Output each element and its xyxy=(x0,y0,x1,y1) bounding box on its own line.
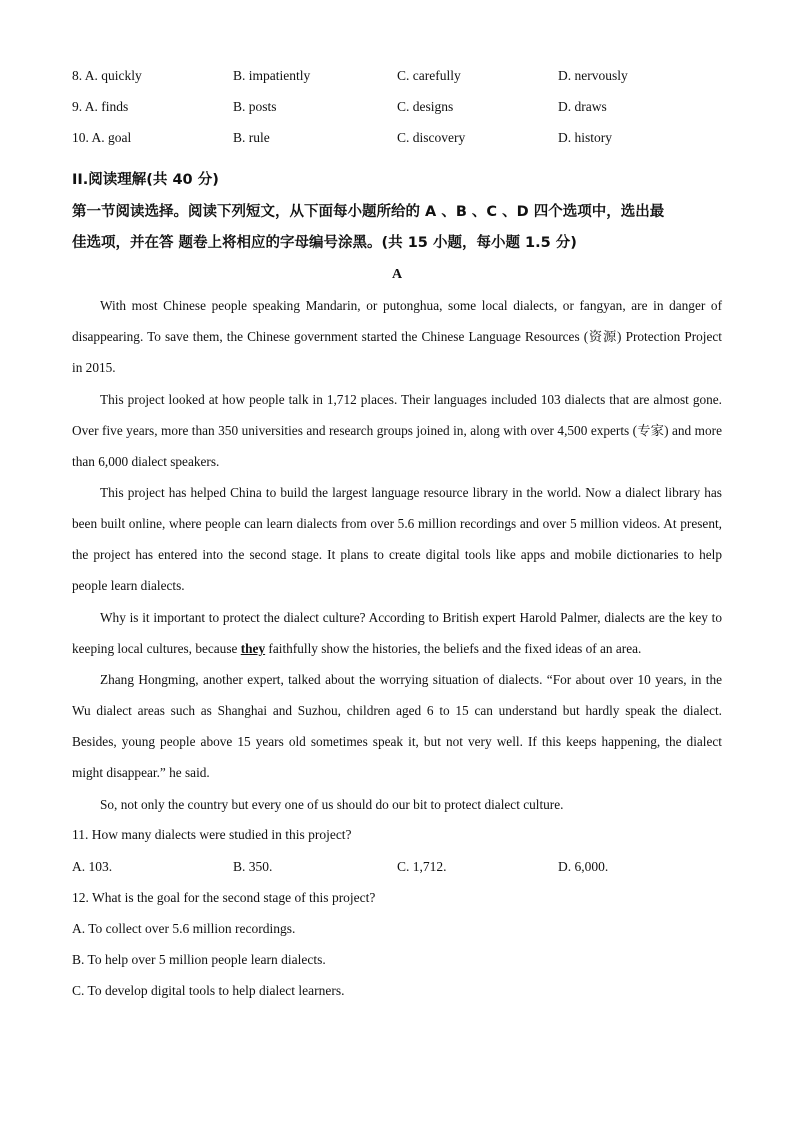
option-8-d: D. nervously xyxy=(558,68,628,83)
option-11-c: C. 1,712. xyxy=(397,859,447,874)
option-12-c: C. To develop digital tools to help dialect learners. xyxy=(72,983,345,998)
option-11-d: D. 6,000. xyxy=(558,859,609,874)
option-9-b: B. posts xyxy=(233,99,277,114)
instruction-line-1: 第一节阅读选择。阅读下列短文，从下面每小题所给的 A 、B 、C 、D 四个选项中，选出最 xyxy=(72,204,665,220)
underlined-word-they: they xyxy=(240,641,266,656)
passage-paragraph-4 xyxy=(72,602,722,664)
option-10-d: D. history xyxy=(558,130,612,145)
passage-paragraph-6: So, not only the country but every one of us should do our bit to protect dialect culture. xyxy=(100,797,564,812)
option-11-b: B. 350. xyxy=(233,859,273,874)
question-11-stem: 11. How many dialects were studied in this project? xyxy=(72,827,352,842)
passage-label: A xyxy=(391,267,403,282)
paragraph-4-text-after: faithfully show the histories, the beliefs and the fixed ideas of an area. xyxy=(265,641,642,656)
passage-paragraph-2: This project looked at how people talk in 1,712 places. Their languages included 103 dialects that are almost gone. Over five years, more than 350 universities and research groups joined in, along with over 4,500 experts (专家) and more than 6,000 dialect speakers. xyxy=(72,392,722,469)
option-10-a: 10. A. goal xyxy=(72,130,132,145)
passage-paragraph-3: This project has helped China to build the largest language resource library in the world. Now a dialect library has been built online, where people can learn dialects from over 5.6 million recordings and over 5 million videos. At present, the project has entered into the second stage. It plans to create digital tools like apps and mobile dictionaries to help people learn dialects. xyxy=(72,485,722,593)
option-10-b: B. rule xyxy=(233,130,270,145)
passage-paragraph-1: With most Chinese people speaking Mandarin, or putonghua, some local dialects, or fangyan, are in danger of disappearing. To save them, the Chinese government started the Chinese Language Resources (资源) Protection Project in 2015. xyxy=(72,298,722,375)
option-9-c: C. designs xyxy=(397,99,454,114)
option-9-d: D. draws xyxy=(558,99,607,114)
passage-paragraph-5: Zhang Hongming, another expert, talked about the worrying situation of dialects. “For about over 10 years, in the Wu dialect areas such as Shanghai and Suzhou, children aged 6 to 15 can understand but hardly speak the dialect. Besides, young people above 15 years old sometimes speak it, but not very well. If this keeps happening, the dialect might disappear.” he said. xyxy=(72,672,722,780)
question-12-stem: 12. What is the goal for the second stage of this project? xyxy=(72,890,376,905)
option-8-c: C. carefully xyxy=(397,68,461,83)
option-12-b: B. To help over 5 million people learn dialects. xyxy=(72,952,326,967)
option-8-a: 8. A. quickly xyxy=(72,68,142,83)
section-heading: II.阅读理解(共 40 分) xyxy=(72,172,219,188)
option-12-a: A. To collect over 5.6 million recordings. xyxy=(72,921,296,936)
option-11-a: A. 103. xyxy=(72,859,113,874)
option-8-b: B. impatiently xyxy=(233,68,311,83)
instruction-line-2: 佳选项，并在答 题卷上将相应的字母编号涂黑。(共 15 小题，每小题 1.5 分) xyxy=(72,235,577,251)
paragraph-4-text-before: Why is it important to protect the dialect culture? According to British expert Harold Palmer, dialects are the key to keeping local cultures, because xyxy=(72,610,722,656)
option-10-c: C. discovery xyxy=(397,130,466,145)
option-9-a: 9. A. finds xyxy=(72,99,129,114)
